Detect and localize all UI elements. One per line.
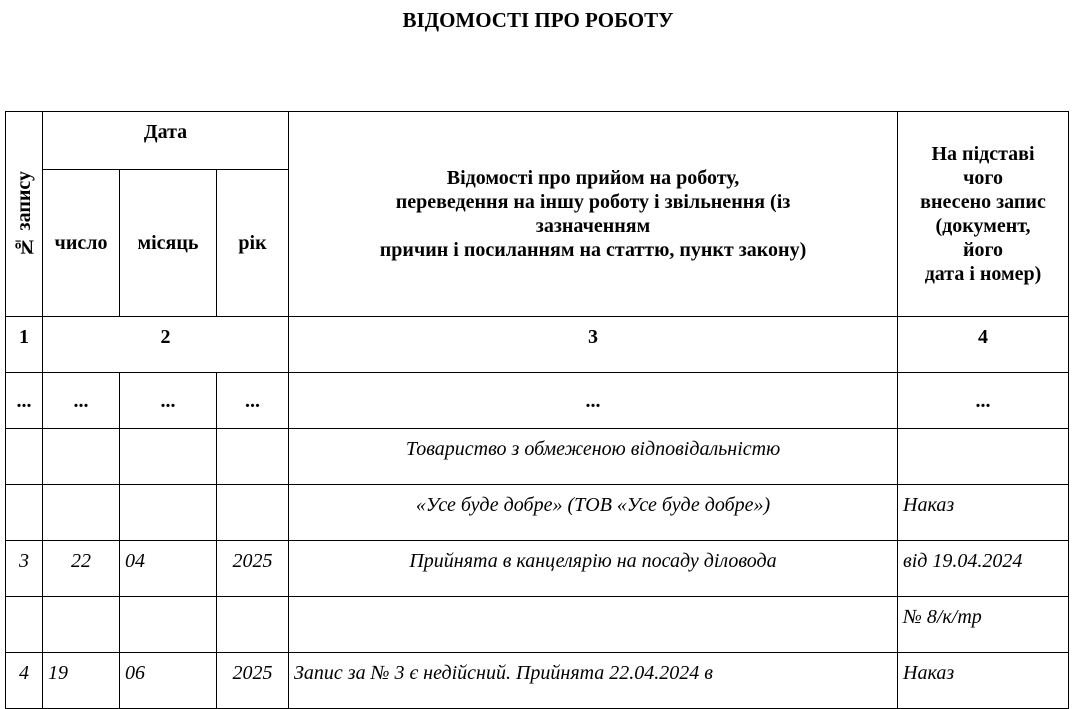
column-number: 4 [898, 317, 1069, 373]
page-title: ВІДОМОСТІ ПРО РОБОТУ [402, 8, 674, 32]
header-info-line: переведення на іншу роботу і звільнення (із [395, 191, 791, 213]
header-basis [898, 112, 1069, 317]
header-year: рік [217, 170, 289, 317]
table-row [6, 485, 1069, 541]
cell-record-no [6, 597, 43, 653]
cell-info: Прийнята в канцелярію на посаду діловода [289, 541, 898, 597]
cell-info: Запис за № 3 є недійсний. Прийнята 22.04.2024 в [289, 653, 898, 709]
cell-year [217, 597, 289, 653]
header-info-line: зазначенням [535, 215, 651, 237]
header-basis-line: внесено запис [920, 191, 1046, 213]
cell-record-no: 4 [6, 653, 43, 709]
ellipsis-cell: ... [217, 373, 289, 429]
cell-day [43, 485, 120, 541]
header-basis-line: чого [963, 167, 1003, 189]
ellipsis-cell: ... [289, 373, 898, 429]
cell-month: 06 [120, 653, 217, 709]
cell-record-no [6, 429, 43, 485]
column-number: 3 [289, 317, 898, 373]
cell-month [120, 597, 217, 653]
ellipsis-row [6, 373, 1069, 429]
header-month: місяць [120, 170, 217, 317]
header-day: число [43, 170, 120, 317]
table-row [6, 541, 1069, 597]
ellipsis-cell: ... [120, 373, 217, 429]
header-basis-line: дата і номер) [924, 263, 1042, 285]
header-basis-line: (документ, [935, 215, 1031, 237]
cell-day [43, 429, 120, 485]
column-numbers-row [6, 317, 1069, 373]
header-info-line: причин і посиланням на статтю, пункт закону) [379, 239, 807, 261]
ellipsis-cell: ... [6, 373, 43, 429]
table-row [6, 597, 1069, 653]
header-basis-line: його [962, 239, 1004, 261]
cell-basis: від 19.04.2024 [898, 541, 1069, 597]
cell-record-no: 3 [6, 541, 43, 597]
cell-year [217, 429, 289, 485]
table-row [6, 429, 1069, 485]
header-basis-line: На підставі [931, 143, 1035, 165]
cell-info [289, 597, 898, 653]
cell-year [217, 485, 289, 541]
cell-basis [898, 429, 1069, 485]
cell-day: 22 [43, 541, 120, 597]
column-number: 2 [43, 317, 289, 373]
ellipsis-cell: ... [898, 373, 1069, 429]
table-row [6, 653, 1069, 709]
cell-year: 2025 [217, 541, 289, 597]
header-record-no-label: № запису [13, 170, 35, 258]
work-records-table [5, 111, 1069, 709]
header-record-no [6, 112, 43, 317]
cell-record-no [6, 485, 43, 541]
header-info [289, 112, 898, 317]
cell-month: 04 [120, 541, 217, 597]
header-info-line: Відомості про прийом на роботу, [446, 167, 740, 189]
cell-month [120, 429, 217, 485]
ellipsis-cell: ... [43, 373, 120, 429]
cell-info: Товариство з обмеженою відповідальністю [289, 429, 898, 485]
cell-info: «Усе буде добре» (ТОВ «Усе буде добре») [289, 485, 898, 541]
column-number: 1 [6, 317, 43, 373]
cell-day [43, 597, 120, 653]
cell-basis: № 8/к/тр [898, 597, 1069, 653]
cell-year: 2025 [217, 653, 289, 709]
header-date: Дата [43, 112, 289, 170]
cell-day: 19 [43, 653, 120, 709]
cell-basis: Наказ [898, 653, 1069, 709]
cell-month [120, 485, 217, 541]
cell-basis: Наказ [898, 485, 1069, 541]
